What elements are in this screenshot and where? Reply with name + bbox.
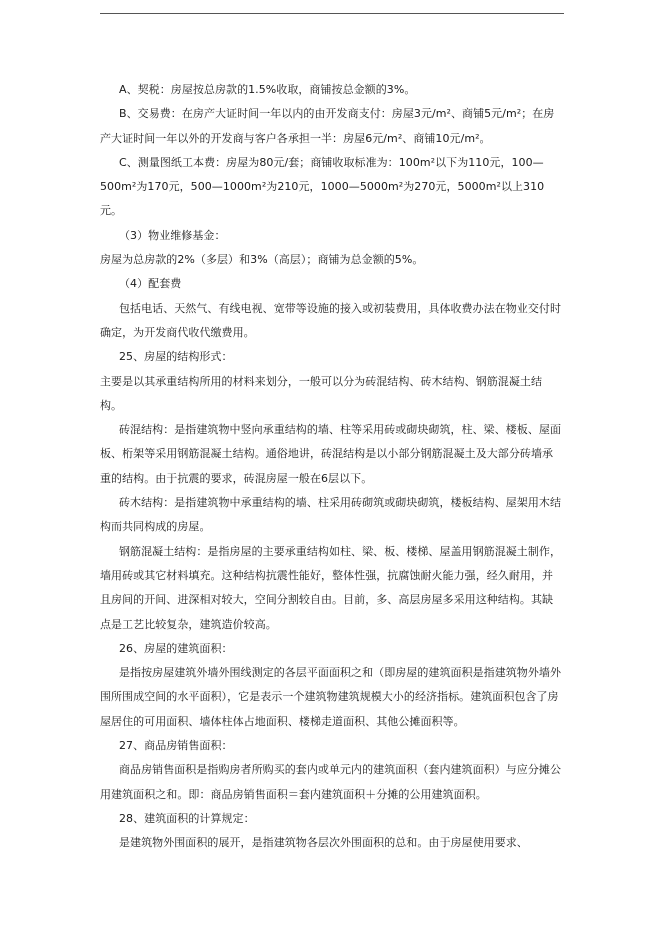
structure-types-body: 主要是以其承重结构所用的材料来划分，一般可以分为砖混结构、砖木结构、钢筋混凝土结构。 xyxy=(100,374,542,412)
sales-area-body: 商品房销售面积是指购房者所购买的套内或单元内的建筑面积（套内建筑面积）与应分摊公用建筑面积之和。即：商品房销售面积＝套内建筑面积＋分摊的公用建筑面积。 xyxy=(100,763,561,801)
building-area-body: 是指按房屋建筑外墙外围线测定的各层平面面积之和（即房屋的建筑面积是指建筑物外墙外围所围成空间的水平面积），它是表示一个建筑物建筑规模大小的经济指标。建筑面积包含了房屋居住的可用面积、墙体柱体占地面积、楼梯走道面积、其他公摊面积等。 xyxy=(100,666,561,728)
clause-a-deed-tax: A、契税：房屋按总房款的1.5%收取，商铺按总金额的3%。 xyxy=(119,83,416,96)
heading-building-area: 26、房屋的建筑面积： xyxy=(119,641,233,655)
brick-concrete-structure: 砖混结构：是指建筑物中竖向承重结构的墙、柱等采用砖或砌块砌筑，柱、梁、楼板、屋面板、桁架等采用钢筋混凝土结构。通俗地讲，砖混结构是以小部分钢筋混凝土及大部分砖墙承重的结构。由于抗震的要求，砖混房屋一般在6层以下。 xyxy=(100,423,561,485)
heading-maintenance-fund: （3）物业维修基金： xyxy=(119,228,226,242)
heading-sales-area: 27、商品房销售面积： xyxy=(119,739,233,753)
reinforced-concrete-structure: 钢筋混凝土结构：是指房屋的主要承重结构如柱、梁、板、楼梯、屋盖用钢筋混凝土制作，墙用砖或其它材料填充。这种结构抗震性能好，整体性强，抗腐蚀耐火能力强，经久耐用，并且房间的开间、进深相对较大，空间分割较自由。目前，多、高层房屋多采用这种结构。其缺点是工艺比较复杂，建筑造价较高。 xyxy=(100,544,561,631)
header-rule xyxy=(100,13,564,14)
brick-wood-structure: 砖木结构：是指建筑物中承重结构的墙、柱采用砖砌筑或砌块砌筑，楼板结构、屋架用木结构而共同构成的房屋。 xyxy=(100,496,561,534)
supporting-fee-body: 包括电话、天然气、有线电视、宽带等设施的接入或初装费用，具体收费办法在物业交付时确定，为开发商代收代缴费用。 xyxy=(100,301,561,339)
clause-c-survey-fee: C、测量图纸工本费：房屋为80元/套；商铺收取标准为：100m²以下为110元，100—500m²为170元，500—1000m²为210元，1000—5000m²为270元，5000m²以上310元。 xyxy=(100,155,545,218)
area-rules-body: 是建筑物外围面积的展开，是指建筑物各层次外围面积的总和。由于房屋使用要求、 xyxy=(119,836,528,850)
heading-supporting-fee: （4）配套费 xyxy=(119,277,182,291)
heading-structure-types: 25、房屋的结构形式： xyxy=(119,350,233,364)
document-body xyxy=(100,78,564,856)
clause-b-transaction-fee: B、交易费：在房产大证时间一年以内的由开发商支付：房屋3元/m²、商铺5元/m²；在房产大证时间一年以外的开发商与客户各承担一半：房屋6元/m²、商铺10元/m²。 xyxy=(100,107,555,145)
maintenance-fund-body: 房屋为总房款的2%（多层）和3%（高层）；商铺为总金额的5%。 xyxy=(100,253,424,267)
heading-area-rules: 28、建筑面积的计算规定： xyxy=(119,811,255,825)
